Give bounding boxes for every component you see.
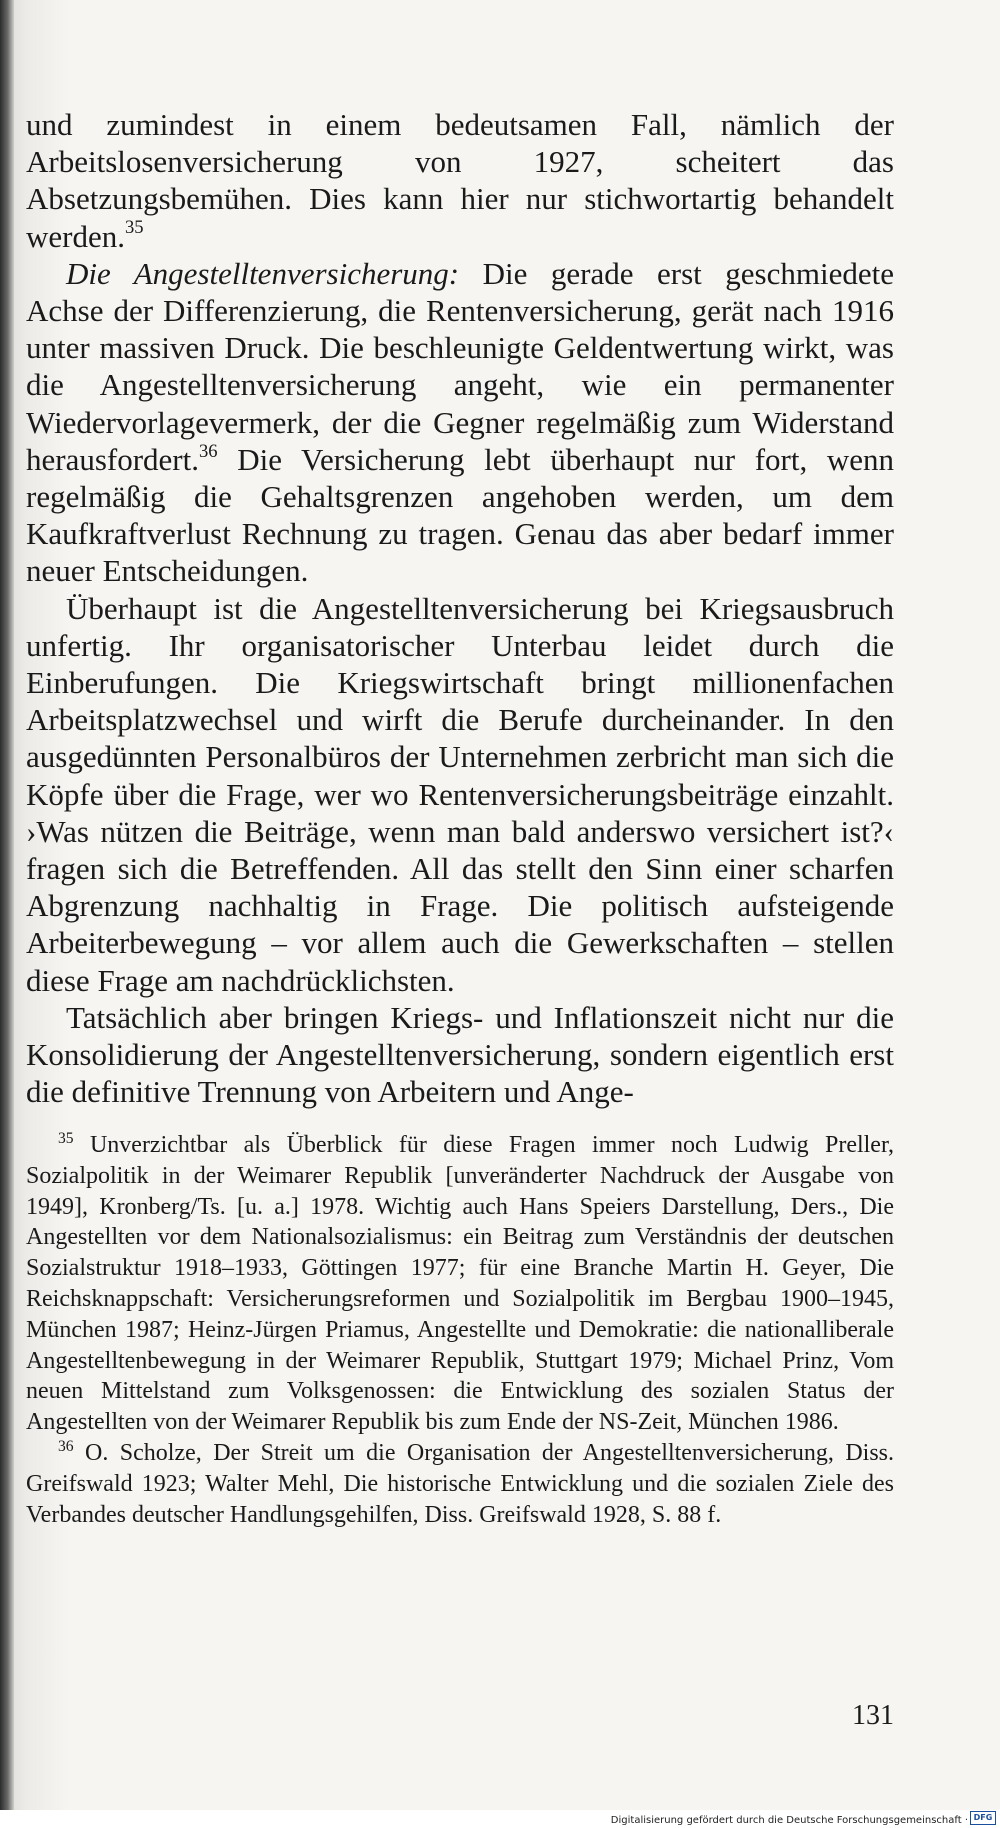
footnote-36 [26, 1438, 894, 1530]
paragraph-3: Überhaupt ist die Angestelltenversicherung bei Kriegsausbruch unfertig. Ihr organisatorischer Unterbau leidet durch die Einberufungen. Die Kriegswirtschaft bringt millionenfachen Arbeitsplatzwechsel und wirft die Berufe durcheinander. In den ausgedünnten Personalbüros der Unternehmen zerbricht man sich die Köpfe über die Frage, wer wo Rentenversicherungsbeiträge einzahlt. ›Was nützen die Beiträge, wenn man bald anderswo versichert ist?‹ fragen sich die Betreffenden. All das stellt den Sinn einer scharfen Abgrenzung nachhaltig in Frage. Die politisch aufsteigende Arbeiterbewegung – vor allem auch die Gewerkschaften – stellen diese Frage am nachdrücklichsten. [26, 590, 894, 998]
footnote-text: Unverzichtbar als Überblick für diese Fragen immer noch Ludwig Preller, Sozialpolitik in der Weimarer Republik [unveränderter Nachdruck der Ausgabe von 1949], Kronberg/Ts. [u. a.] 1978. Wichtig auch Hans Speiers Darstellung, Ders., Die Angestellten vor dem Nationalsozialismus: ein Beitrag zum Verständnis der deutschen Sozialstruktur 1918–1933, Göttingen 1977; für eine Branche Martin H. Geyer, Die Reichsknappschaft: Versicherungsreformen und Sozialpolitik im Bergbau 1900–1945, München 1987; Heinz-Jürgen Priamus, Angestellte und Demokratie: die nationalliberale Angestelltenbewegung in der Weimarer Republik, Stuttgart 1979; Michael Prinz, Vom neuen Mittelstand zum Volksgenossen: die Entwicklung des sozialen Status der Angestellten von der Weimarer Republik bis zum Ende der NS-Zeit, München 1986. [26, 1132, 894, 1436]
footnotes [26, 1130, 894, 1530]
footer-credit-text: Digitalisierung gefördert durch die Deutsche Forschungsgemeinschaft · [610, 1815, 968, 1826]
section-lead: Die Angestelltenversicherung: [66, 255, 460, 291]
footnote-number: 35 [58, 1130, 74, 1147]
footnote-text: O. Scholze, Der Streit um die Organisation der Angestelltenversicherung, Diss. Greifswald 1923; Walter Mehl, Die historische Entwicklung und die sozialen Ziele des Verbandes deutscher Handlungsgehilfen, Diss. Greifswald 1928, S. 88 f. [26, 1439, 894, 1528]
page-number: 131 [852, 1700, 894, 1731]
paragraph-4: Tatsächlich aber bringen Kriegs- und Inflationszeit nicht nur die Konsolidierung der Angestelltenversicherung, sondern eigentlich erst die definitive Trennung von Arbeitern und Ange- [26, 999, 894, 1110]
footnote-ref-35: 35 [124, 217, 144, 239]
paragraph-2-text-b: Die Versicherung lebt überhaupt nur fort, wenn regelmäßig die Gehaltsgrenzen angehoben werden, um dem Kaufkraftverlust Rechnung zu tragen. Genau das aber bedarf immer neuer Entscheidungen. [26, 441, 894, 589]
dfg-logo-icon: DFG [970, 1811, 996, 1825]
paragraph-1-text: und zumindest in einem bedeutsamen Fall, nämlich der Arbeitslosenversicherung von 1927, scheitert das Absetzungsbemühen. Dies kann hier nur stichwortartig behandelt werden. [26, 107, 894, 254]
footnote-ref-36: 36 [199, 440, 218, 462]
paragraph-1 [26, 106, 894, 255]
footnote-number: 36 [58, 1437, 74, 1455]
footnote-35 [26, 1130, 894, 1438]
digitization-footer [0, 1810, 1000, 1828]
book-spine-shadow [0, 0, 14, 1810]
paragraph-2-text-a: Die gerade erst geschmiedete Achse der Differenzierung, die Rentenversicherung, gerät nach 1916 unter massiven Druck. Die beschleunigte Geldentwertung wirkt, was die Angestelltenversicherung angeht, wie ein permanenter Wiedervorlagevermerk, der die Gegner regelmäßig zum Widerstand herausfordert. [26, 255, 894, 477]
paragraph-2 [26, 255, 894, 590]
main-text [26, 106, 894, 1110]
